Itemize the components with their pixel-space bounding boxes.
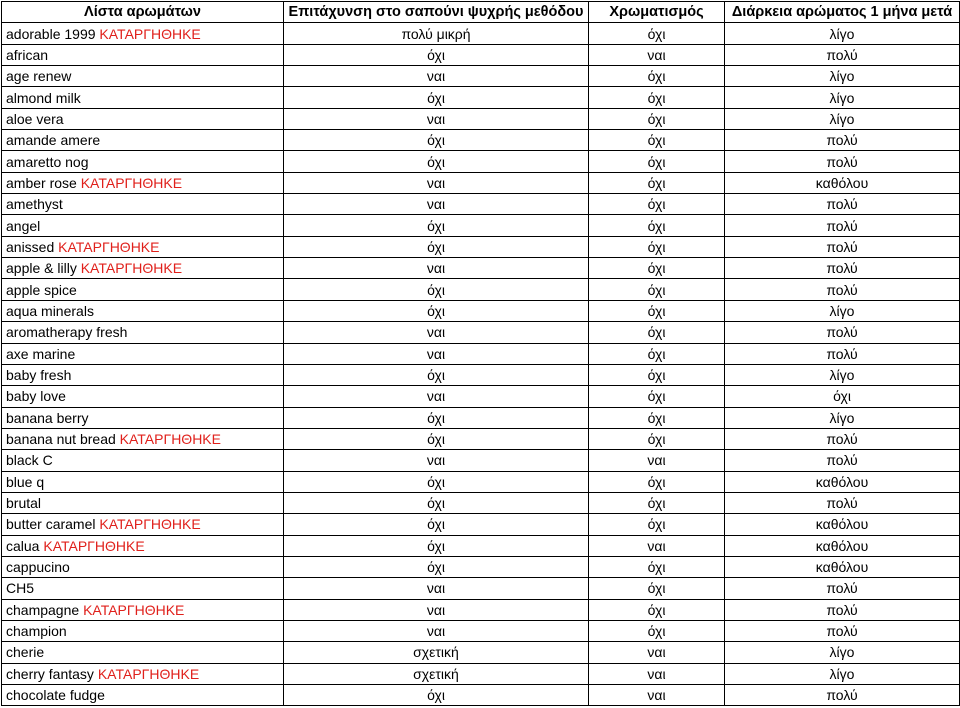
- acceleration-cell: όχι: [284, 130, 589, 151]
- coloring-cell: όχι: [589, 556, 725, 577]
- fragrance-name-cell: [2, 23, 284, 44]
- coloring-cell: ναι: [589, 642, 725, 663]
- coloring-cell: όχι: [589, 364, 725, 385]
- duration-cell: πολύ: [725, 685, 960, 706]
- coloring-cell: ναι: [589, 685, 725, 706]
- fragrance-name-cell: [2, 386, 284, 407]
- table-row: [2, 535, 960, 556]
- discontinued-flag: ΚΑΤΑΡΓΗΘΗΚΕ: [43, 537, 145, 554]
- coloring-cell: όχι: [589, 343, 725, 364]
- table-row: [2, 364, 960, 385]
- table-row: [2, 23, 960, 44]
- table-row: [2, 130, 960, 151]
- discontinued-flag: ΚΑΤΑΡΓΗΘΗΚΕ: [58, 238, 160, 255]
- duration-cell: πολύ: [725, 578, 960, 599]
- fragrance-name: CH5: [6, 580, 35, 597]
- table-row: [2, 172, 960, 193]
- duration-cell: καθόλου: [725, 172, 960, 193]
- acceleration-cell: πολύ μικρή: [284, 23, 589, 44]
- fragrance-name-cell: [2, 322, 284, 343]
- header-row: [2, 2, 960, 23]
- acceleration-cell: όχι: [284, 407, 589, 428]
- fragrance-name-cell: [2, 364, 284, 385]
- fragrance-name-cell: [2, 66, 284, 87]
- fragrance-name-cell: [2, 87, 284, 108]
- fragrance-name: brutal: [6, 495, 42, 512]
- coloring-cell: όχι: [589, 236, 725, 257]
- fragrance-name: banana berry: [6, 409, 89, 426]
- fragrance-name: butter caramel: [6, 516, 96, 533]
- duration-cell: πολύ: [725, 215, 960, 236]
- discontinued-flag: ΚΑΤΑΡΓΗΘΗΚΕ: [83, 601, 185, 618]
- fragrance-name: cappucino: [6, 559, 70, 576]
- coloring-cell: ναι: [589, 450, 725, 471]
- fragrance-name: aloe vera: [6, 110, 64, 127]
- acceleration-cell: όχι: [284, 471, 589, 492]
- fragrance-name-cell: [2, 514, 284, 535]
- table-row: [2, 514, 960, 535]
- fragrance-name-cell: [2, 130, 284, 151]
- acceleration-cell: ναι: [284, 599, 589, 620]
- fragrance-name-cell: [2, 556, 284, 577]
- coloring-cell: ναι: [589, 44, 725, 65]
- fragrance-name: black C: [6, 452, 53, 469]
- header-fragrance-list: Λίστα αρωμάτων: [2, 2, 284, 23]
- fragrance-name: cherry fantasy: [6, 665, 94, 682]
- duration-cell: πολύ: [725, 492, 960, 513]
- duration-cell: πολύ: [725, 279, 960, 300]
- fragrance-name: african: [6, 46, 49, 63]
- acceleration-cell: όχι: [284, 44, 589, 65]
- fragrance-name-cell: [2, 620, 284, 641]
- coloring-cell: όχι: [589, 578, 725, 599]
- acceleration-cell: όχι: [284, 428, 589, 449]
- acceleration-cell: ναι: [284, 258, 589, 279]
- table-row: [2, 258, 960, 279]
- fragrance-name: blue q: [6, 473, 45, 490]
- coloring-cell: όχι: [589, 172, 725, 193]
- table-row: [2, 87, 960, 108]
- fragrance-name: apple & lilly: [6, 260, 77, 277]
- coloring-cell: όχι: [589, 514, 725, 535]
- fragrance-name-cell: [2, 236, 284, 257]
- duration-cell: πολύ: [725, 151, 960, 172]
- duration-cell: πολύ: [725, 194, 960, 215]
- fragrance-name-cell: [2, 599, 284, 620]
- coloring-cell: όχι: [589, 322, 725, 343]
- duration-cell: πολύ: [725, 343, 960, 364]
- fragrance-name: baby love: [6, 388, 66, 405]
- fragrance-name-cell: [2, 407, 284, 428]
- coloring-cell: όχι: [589, 87, 725, 108]
- fragrance-name-cell: [2, 172, 284, 193]
- table-row: [2, 236, 960, 257]
- table-row: [2, 44, 960, 65]
- fragrance-name-cell: [2, 300, 284, 321]
- discontinued-flag: ΚΑΤΑΡΓΗΘΗΚΕ: [97, 665, 200, 682]
- coloring-cell: όχι: [589, 215, 725, 236]
- fragrance-name: axe marine: [6, 345, 76, 362]
- acceleration-cell: όχι: [284, 300, 589, 321]
- discontinued-flag: ΚΑΤΑΡΓΗΘΗΚΕ: [99, 516, 201, 533]
- coloring-cell: ναι: [589, 663, 725, 684]
- discontinued-flag: ΚΑΤΑΡΓΗΘΗΚΕ: [99, 25, 201, 42]
- acceleration-cell: ναι: [284, 343, 589, 364]
- coloring-cell: όχι: [589, 108, 725, 129]
- table-row: [2, 685, 960, 706]
- fragrance-name: amande amere: [6, 132, 101, 149]
- acceleration-cell: όχι: [284, 215, 589, 236]
- duration-cell: πολύ: [725, 322, 960, 343]
- coloring-cell: ναι: [589, 535, 725, 556]
- acceleration-cell: σχετική: [284, 663, 589, 684]
- coloring-cell: όχι: [589, 279, 725, 300]
- acceleration-cell: όχι: [284, 514, 589, 535]
- coloring-cell: όχι: [589, 492, 725, 513]
- fragrance-name: age renew: [6, 68, 72, 85]
- fragrance-name-cell: [2, 108, 284, 129]
- fragrance-name-cell: [2, 194, 284, 215]
- table-row: [2, 599, 960, 620]
- coloring-cell: όχι: [589, 599, 725, 620]
- duration-cell: καθόλου: [725, 556, 960, 577]
- acceleration-cell: ναι: [284, 578, 589, 599]
- table-row: [2, 343, 960, 364]
- acceleration-cell: όχι: [284, 236, 589, 257]
- fragrance-name: chocolate fudge: [6, 687, 105, 704]
- table-row: [2, 492, 960, 513]
- acceleration-cell: ναι: [284, 194, 589, 215]
- discontinued-flag: ΚΑΤΑΡΓΗΘΗΚΕ: [119, 431, 221, 448]
- fragrance-name-cell: [2, 578, 284, 599]
- discontinued-flag: ΚΑΤΑΡΓΗΘΗΚΕ: [80, 174, 183, 191]
- duration-cell: πολύ: [725, 130, 960, 151]
- fragrance-name: champion: [6, 623, 67, 640]
- acceleration-cell: όχι: [284, 151, 589, 172]
- table-row: [2, 620, 960, 641]
- table-row: [2, 108, 960, 129]
- coloring-cell: όχι: [589, 620, 725, 641]
- table-row: [2, 428, 960, 449]
- header-coloring: Χρωματισμός: [589, 2, 725, 23]
- duration-cell: πολύ: [725, 428, 960, 449]
- duration-cell: λίγο: [725, 66, 960, 87]
- fragrance-name-cell: [2, 151, 284, 172]
- table-row: [2, 322, 960, 343]
- coloring-cell: όχι: [589, 471, 725, 492]
- table-row: [2, 386, 960, 407]
- fragrance-name: amber rose: [6, 174, 77, 191]
- acceleration-cell: όχι: [284, 685, 589, 706]
- acceleration-cell: ναι: [284, 108, 589, 129]
- coloring-cell: όχι: [589, 23, 725, 44]
- table-row: [2, 642, 960, 663]
- coloring-cell: όχι: [589, 300, 725, 321]
- fragrance-name-cell: [2, 471, 284, 492]
- duration-cell: λίγο: [725, 87, 960, 108]
- table-row: [2, 66, 960, 87]
- fragrance-name-cell: [2, 215, 284, 236]
- fragrance-name: anissed: [6, 238, 55, 255]
- table-row: [2, 450, 960, 471]
- acceleration-cell: ναι: [284, 172, 589, 193]
- coloring-cell: όχι: [589, 258, 725, 279]
- fragrance-table: [1, 1, 960, 706]
- table-row: [2, 556, 960, 577]
- duration-cell: λίγο: [725, 407, 960, 428]
- fragrance-name: banana nut bread: [6, 431, 116, 448]
- fragrance-name-cell: [2, 535, 284, 556]
- acceleration-cell: ναι: [284, 386, 589, 407]
- acceleration-cell: όχι: [284, 279, 589, 300]
- fragrance-name-cell: [2, 450, 284, 471]
- table-row: [2, 300, 960, 321]
- duration-cell: λίγο: [725, 300, 960, 321]
- coloring-cell: όχι: [589, 151, 725, 172]
- acceleration-cell: όχι: [284, 556, 589, 577]
- fragrance-name-cell: [2, 343, 284, 364]
- fragrance-name: calua: [6, 537, 40, 554]
- fragrance-name: adorable 1999: [6, 25, 96, 42]
- acceleration-cell: σχετική: [284, 642, 589, 663]
- header-duration: Διάρκεια αρώματος 1 μήνα μετά: [725, 2, 960, 23]
- table-row: [2, 663, 960, 684]
- coloring-cell: όχι: [589, 66, 725, 87]
- duration-cell: λίγο: [725, 23, 960, 44]
- duration-cell: πολύ: [725, 236, 960, 257]
- acceleration-cell: ναι: [284, 450, 589, 471]
- fragrance-name: aromatherapy fresh: [6, 324, 128, 341]
- table-row: [2, 279, 960, 300]
- acceleration-cell: όχι: [284, 87, 589, 108]
- acceleration-cell: όχι: [284, 364, 589, 385]
- table-row: [2, 578, 960, 599]
- table-body: [2, 23, 960, 706]
- fragrance-name-cell: [2, 44, 284, 65]
- duration-cell: πολύ: [725, 44, 960, 65]
- acceleration-cell: ναι: [284, 322, 589, 343]
- table-row: [2, 471, 960, 492]
- duration-cell: καθόλου: [725, 471, 960, 492]
- duration-cell: πολύ: [725, 450, 960, 471]
- duration-cell: καθόλου: [725, 514, 960, 535]
- fragrance-name-cell: [2, 428, 284, 449]
- coloring-cell: όχι: [589, 130, 725, 151]
- acceleration-cell: ναι: [284, 66, 589, 87]
- duration-cell: λίγο: [725, 663, 960, 684]
- discontinued-flag: ΚΑΤΑΡΓΗΘΗΚΕ: [80, 260, 183, 277]
- acceleration-cell: ναι: [284, 620, 589, 641]
- fragrance-name-cell: [2, 685, 284, 706]
- duration-cell: καθόλου: [725, 535, 960, 556]
- duration-cell: λίγο: [725, 642, 960, 663]
- duration-cell: πολύ: [725, 599, 960, 620]
- table-row: [2, 194, 960, 215]
- coloring-cell: όχι: [589, 428, 725, 449]
- duration-cell: όχι: [725, 386, 960, 407]
- table-row: [2, 215, 960, 236]
- header-acceleration: Επιτάχυνση στο σαπούνι ψυχρής μεθόδου: [284, 2, 589, 23]
- duration-cell: πολύ: [725, 620, 960, 641]
- duration-cell: λίγο: [725, 108, 960, 129]
- duration-cell: λίγο: [725, 364, 960, 385]
- table-row: [2, 407, 960, 428]
- fragrance-name: aqua minerals: [6, 302, 94, 319]
- fragrance-name: amaretto nog: [6, 153, 89, 170]
- table-row: [2, 151, 960, 172]
- fragrance-name-cell: [2, 492, 284, 513]
- fragrance-name: almond milk: [6, 89, 81, 106]
- acceleration-cell: όχι: [284, 535, 589, 556]
- fragrance-name: angel: [6, 217, 41, 234]
- acceleration-cell: όχι: [284, 492, 589, 513]
- duration-cell: πολύ: [725, 258, 960, 279]
- fragrance-name: apple spice: [6, 281, 77, 298]
- coloring-cell: όχι: [589, 194, 725, 215]
- fragrance-name: champagne: [6, 601, 80, 618]
- fragrance-name-cell: [2, 279, 284, 300]
- fragrance-name-cell: [2, 642, 284, 663]
- coloring-cell: όχι: [589, 407, 725, 428]
- fragrance-name: baby fresh: [6, 367, 72, 384]
- fragrance-name: amethyst: [6, 196, 63, 213]
- fragrance-name-cell: [2, 258, 284, 279]
- fragrance-name-cell: [2, 663, 284, 684]
- fragrance-name: cherie: [6, 644, 45, 661]
- coloring-cell: όχι: [589, 386, 725, 407]
